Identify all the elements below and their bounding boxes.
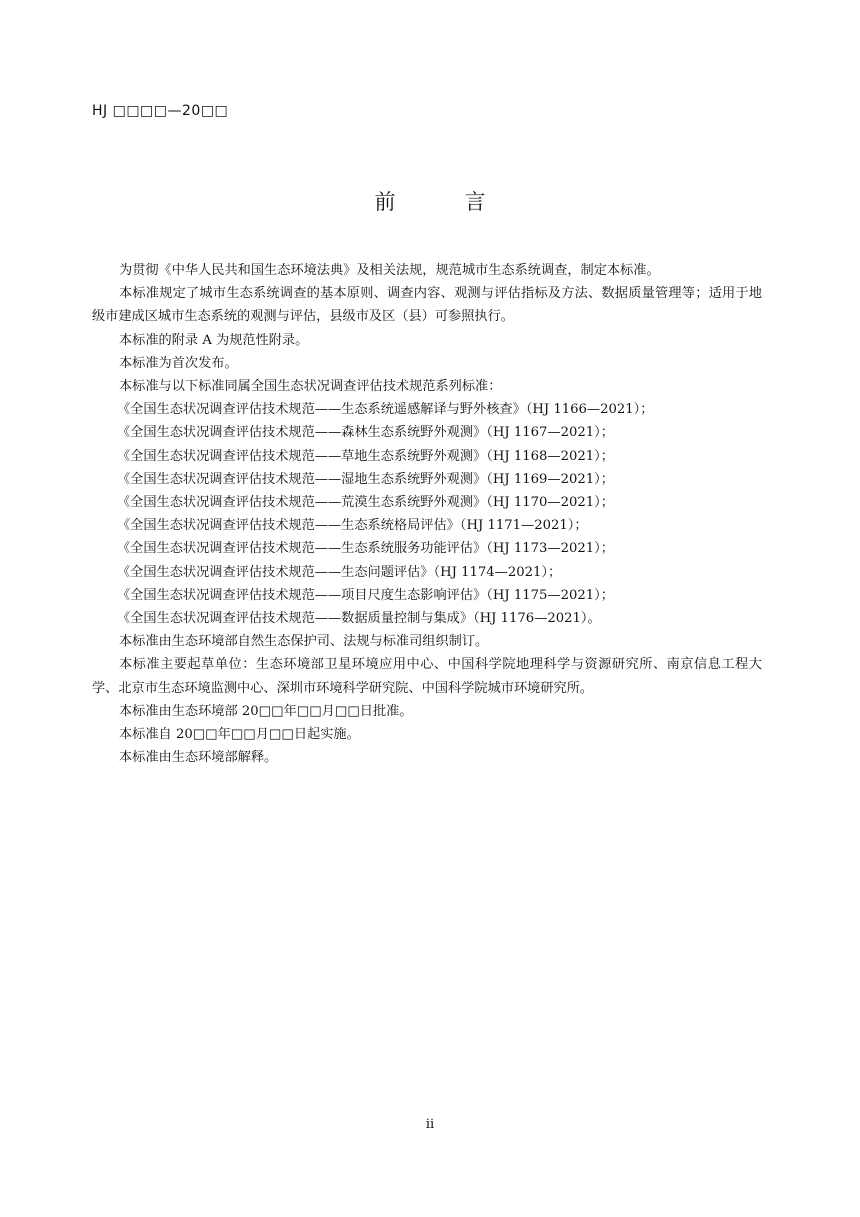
paragraph-purpose: 为贯彻《中华人民共和国生态环境法典》及相关法规，规范城市生态系统调查，制定本标准。 — [119, 263, 660, 278]
related-standard-item: 《全国生态状况调查评估技术规范——生态问题评估》（HJ 1174—2021）； — [117, 564, 562, 580]
paragraph-organizer: 本标准由生态环境部自然生态保护司、法规与标准司组织制订。 — [119, 634, 489, 650]
paragraph-scope: 本标准规定了城市生态系统调查的基本原则、调查内容、观测与评估指标及方法、数据质量管理等；适用于地级市建成区城市生态系统的观测与评估，县级市及区（县）可参照执行。 — [92, 286, 762, 325]
related-standard-item: 《全国生态状况调查评估技术规范——荒漠生态系统野外观测》（HJ 1170—2021）； — [117, 495, 614, 511]
paragraph-effective-date: 本标准自 20□□年□□月□□日起实施。 — [119, 727, 360, 743]
paragraph-approval-date: 本标准由生态环境部 20□□年□□月□□日批准。 — [119, 703, 413, 719]
paragraph-first-release: 本标准为首次发布。 — [119, 355, 238, 371]
paragraph-appendix: 本标准的附录 A 为规范性附录。 — [119, 332, 309, 348]
page-number: ii — [425, 1117, 435, 1132]
related-standard-item: 《全国生态状况调查评估技术规范——生态系统遥感解译与野外核查》（HJ 1166—2021）； — [117, 402, 654, 418]
standard-code: HJ □□□□—20□□ — [92, 103, 229, 119]
page-title: 前 言 — [374, 190, 510, 214]
related-standard-item: 《全国生态状况调查评估技术规范——湿地生态系统野外观测》（HJ 1169—2021）； — [117, 471, 614, 487]
paragraph-drafting-units: 本标准主要起草单位：生态环境部卫星环境应用中心、中国科学院地理科学与资源研究所、南京信息工程大学、北京市生态环境监测中心、深圳市环境科学研究院、中国科学院城市环境研究所。 — [92, 657, 762, 696]
related-standard-item: 《全国生态状况调查评估技术规范——生态系统服务功能评估》（HJ 1173—2021）； — [117, 541, 614, 557]
foreword-body — [92, 259, 762, 769]
paragraph-interpretation: 本标准由生态环境部解释。 — [119, 750, 278, 766]
related-standard-item: 《全国生态状况调查评估技术规范——项目尺度生态影响评估》（HJ 1175—2021）； — [117, 587, 614, 603]
paragraph-series-intro: 本标准与以下标准同属全国生态状况调查评估技术规范系列标准： — [119, 379, 502, 395]
related-standard-item: 《全国生态状况调查评估技术规范——草地生态系统野外观测》（HJ 1168—2021）； — [117, 448, 614, 464]
related-standard-item: 《全国生态状况调查评估技术规范——生态系统格局评估》（HJ 1171—2021）； — [117, 518, 588, 534]
related-standard-item: 《全国生态状况调查评估技术规范——森林生态系统野外观测》（HJ 1167—2021）； — [117, 425, 614, 441]
related-standard-item: 《全国生态状况调查评估技术规范——数据质量控制与集成》（HJ 1176—2021）。 — [117, 611, 601, 627]
